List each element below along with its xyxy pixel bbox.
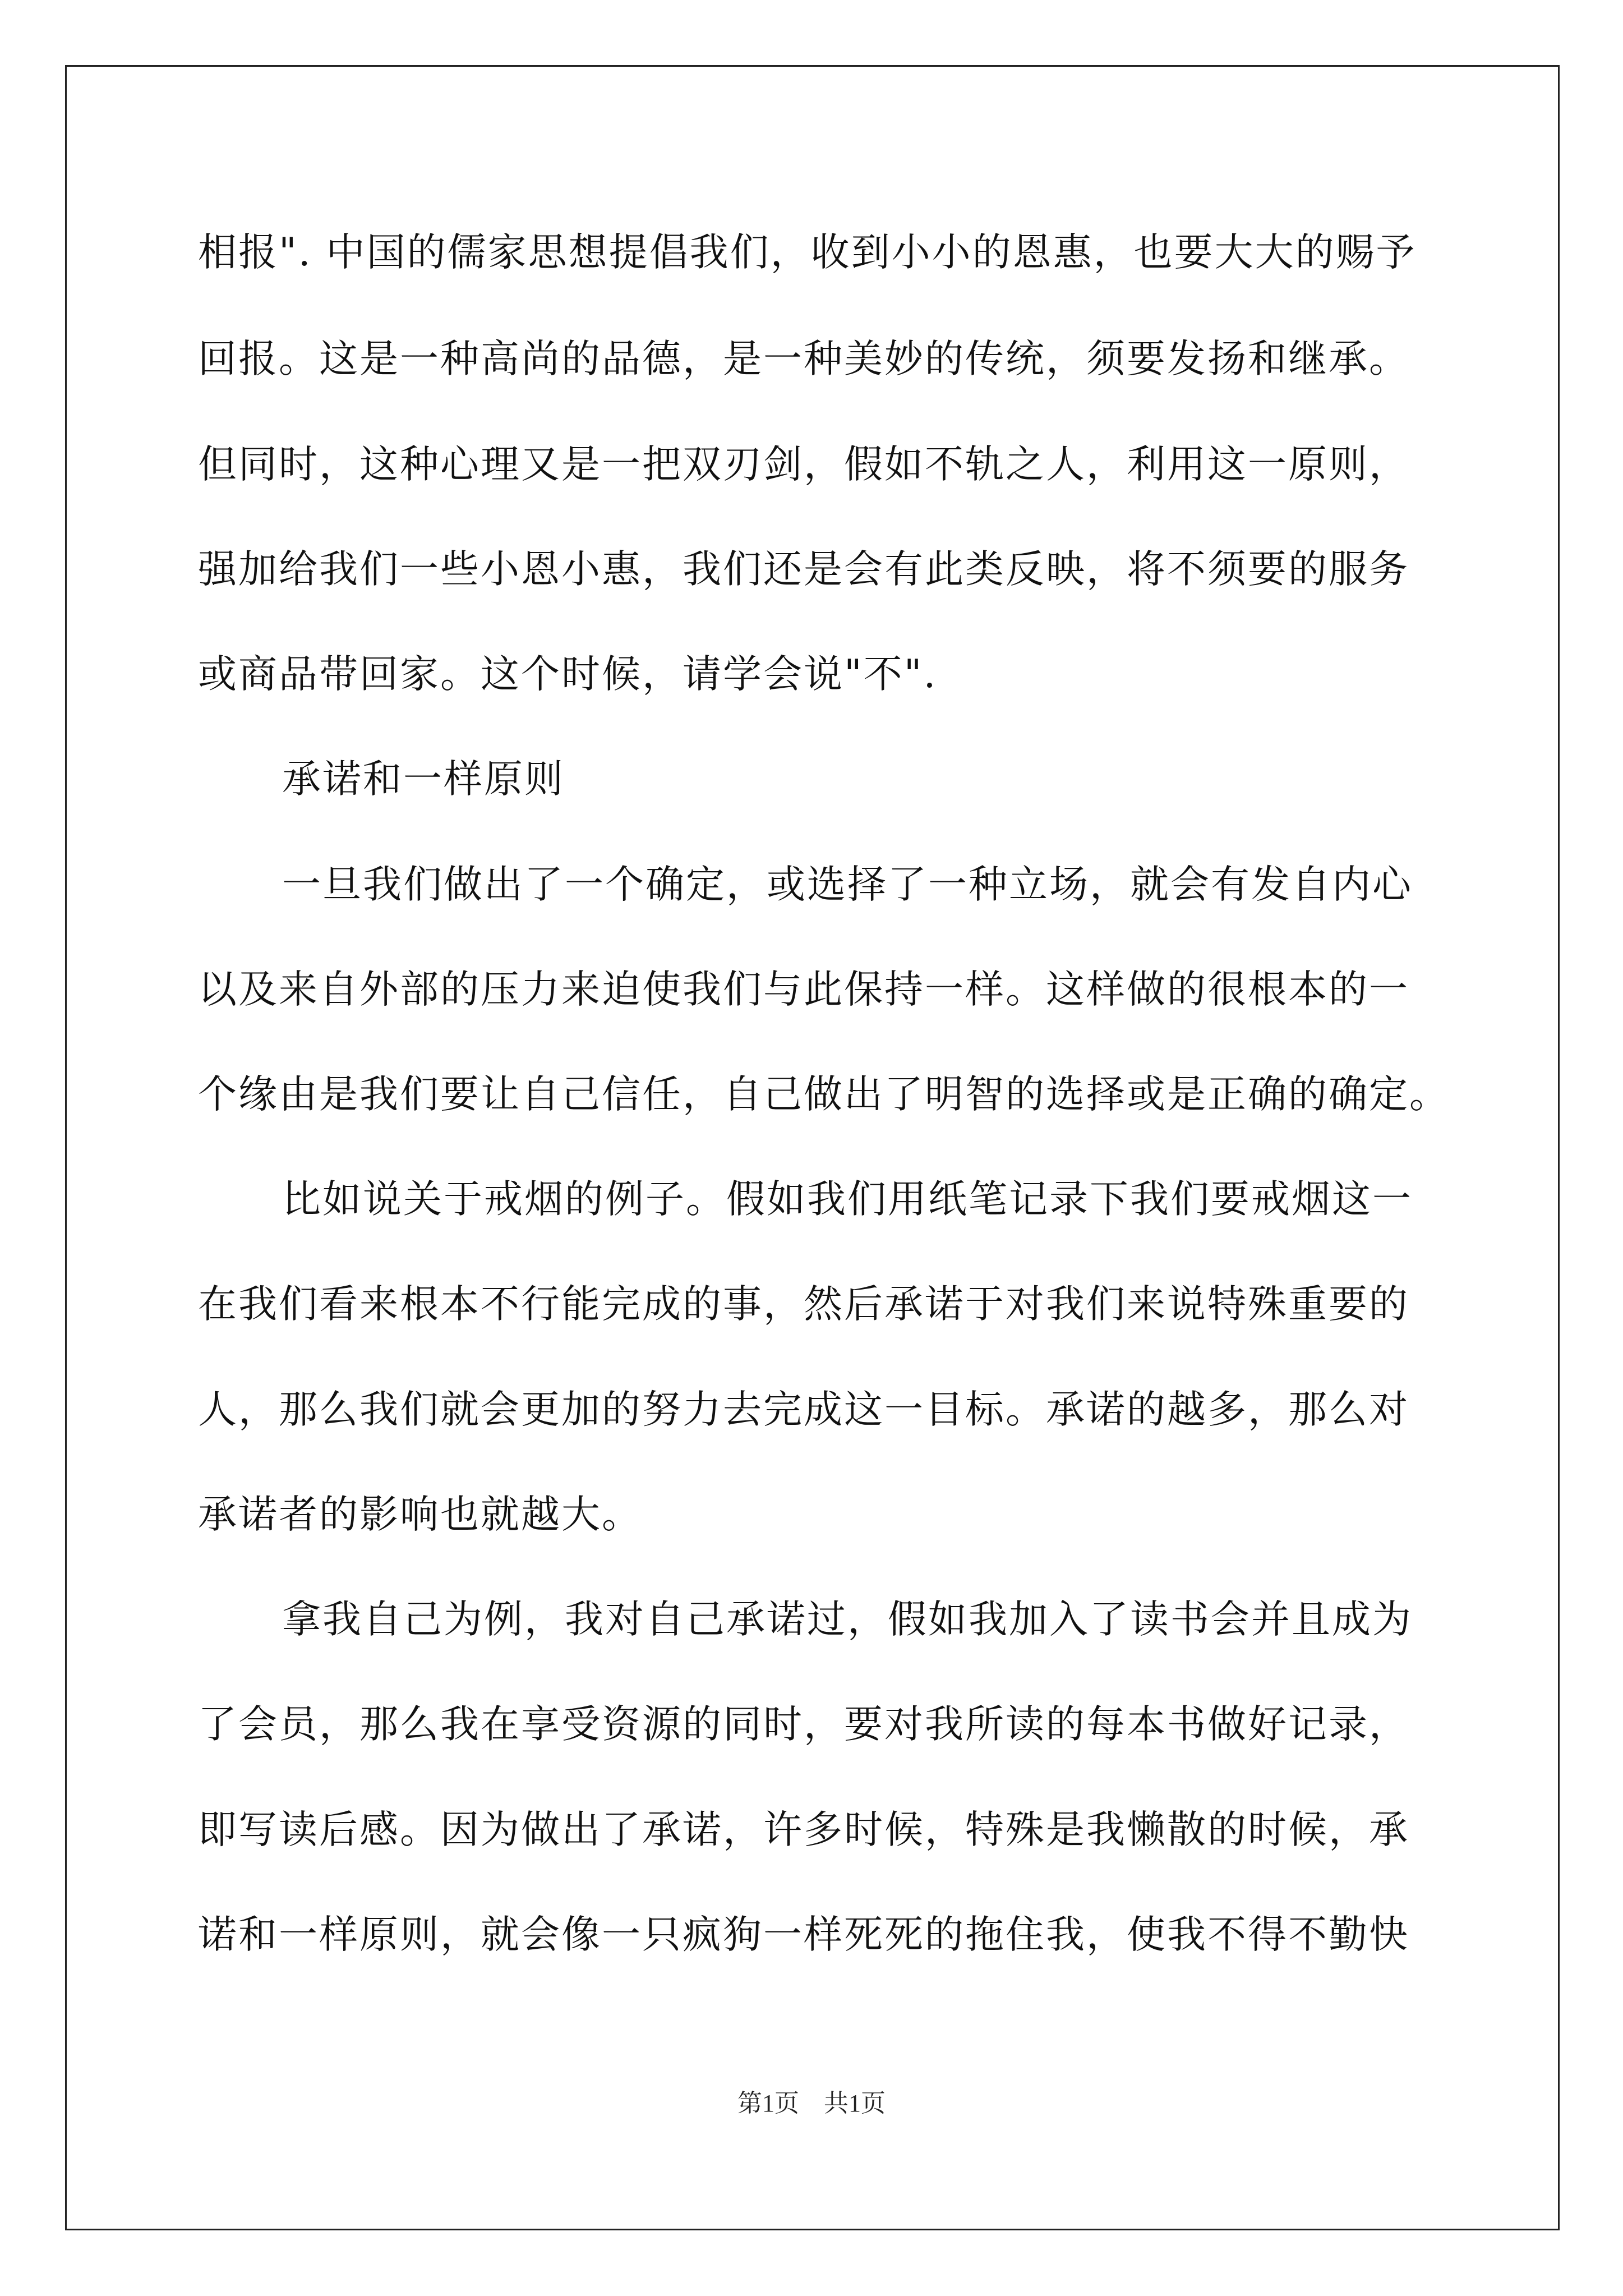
text-line: 比如说关于戒烟的例子。假如我们用纸笔记录下我们要戒烟这一 bbox=[282, 1177, 1413, 1222]
text-line: 人，那么我们就会更加的努力去完成这一目标。承诺的越多，那么对 bbox=[198, 1387, 1409, 1432]
text-line: 在我们看来根本不行能完成的事，然后承诺于对我们来说特殊重要的 bbox=[198, 1282, 1409, 1327]
text-line: 个缘由是我们要让自己信任，自己做出了明智的选择或是正确的确定。 bbox=[198, 1072, 1450, 1117]
section-heading: 承诺和一样原则 bbox=[282, 757, 565, 802]
text-line: 但同时，这种心理又是一把双刃剑，假如不轨之人，利用这一原则， bbox=[198, 442, 1409, 487]
text-line: 诺和一样原则，就会像一只疯狗一样死死的拖住我，使我不得不勤快 bbox=[198, 1912, 1409, 1957]
text-line: 或商品带回家。这个时候，请学会说"不". bbox=[198, 652, 938, 697]
text-line: 一旦我们做出了一个确定，或选择了一种立场，就会有发自内心 bbox=[282, 862, 1413, 907]
text-line: 回报。这是一种高尚的品德，是一种美妙的传统，须要发扬和继承。 bbox=[198, 337, 1409, 381]
text-line: 以及来自外部的压力来迫使我们与此保持一样。这样做的很根本的一 bbox=[198, 967, 1409, 1012]
text-line: 承诺者的影响也就越大。 bbox=[198, 1492, 642, 1537]
text-line: 强加给我们一些小恩小惠，我们还是会有此类反映，将不须要的服务 bbox=[198, 547, 1409, 592]
text-line: 拿我自己为例，我对自己承诺过，假如我加入了读书会并且成为 bbox=[282, 1597, 1413, 1642]
page-border bbox=[65, 65, 1560, 2230]
text-line: 即写读后感。因为做出了承诺，许多时候，特殊是我懒散的时候，承 bbox=[198, 1807, 1409, 1852]
text-line: 相报". 中国的儒家思想提倡我们，收到小小的恩惠，也要大大的赐予 bbox=[198, 230, 1417, 275]
page-number: 第1页 共1页 bbox=[737, 2090, 886, 2117]
text-line: 了会员，那么我在享受资源的同时，要对我所读的每本书做好记录， bbox=[198, 1702, 1409, 1747]
